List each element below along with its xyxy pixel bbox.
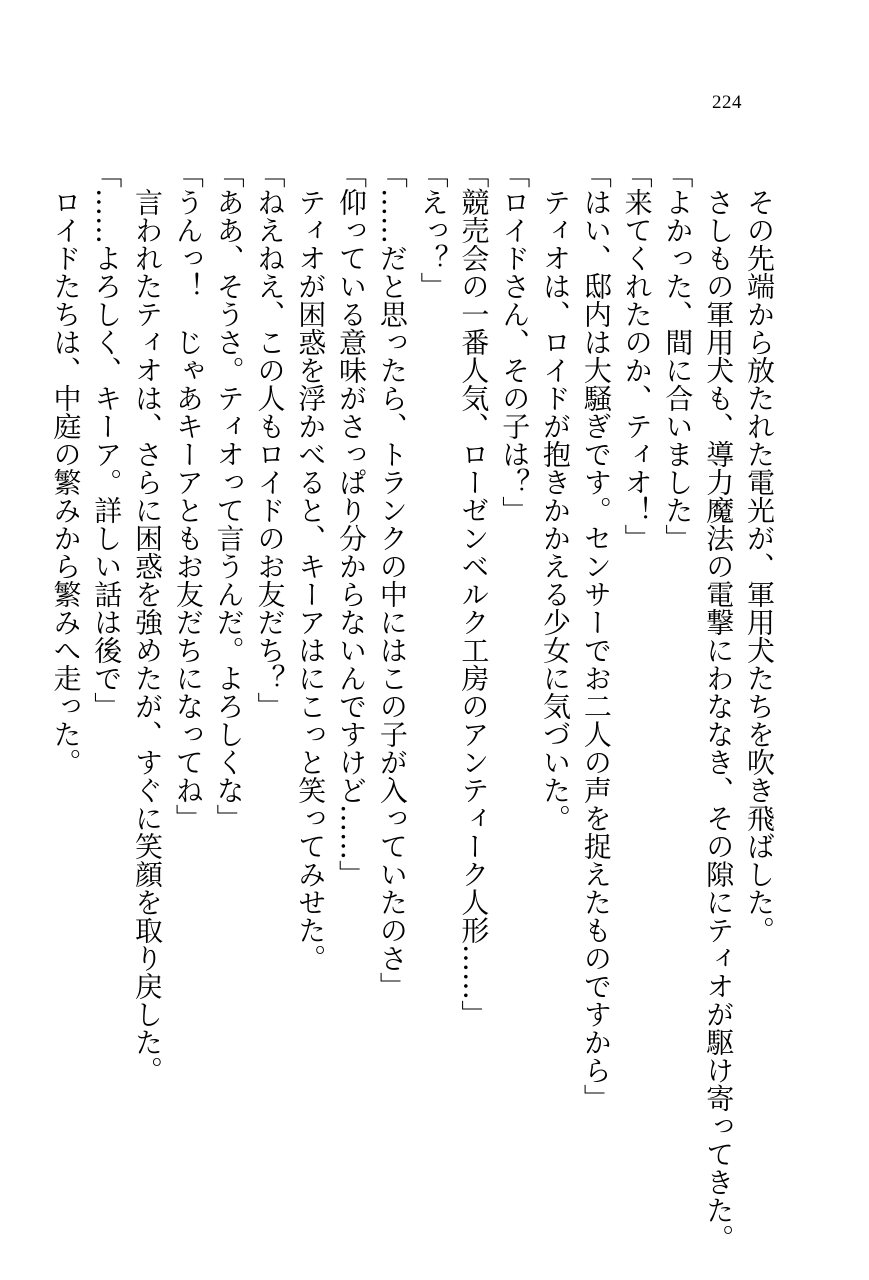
text-line: 「ねえねえ、この人もロイドのお友だち？」 bbox=[253, 160, 287, 720]
page-number: 224 bbox=[712, 92, 742, 113]
text-line: ロイドたちは、中庭の繁みから繁みへ走った。 bbox=[49, 188, 83, 776]
text-line: 「ロイドさん、その子は？」 bbox=[498, 160, 532, 524]
text-line: ティオが困惑を浮かべると、キーアはにこっと笑ってみせた。 bbox=[294, 188, 328, 972]
text-line: さしもの軍用犬も、導力魔法の電撃にわななき、その隙にティオが駆け寄ってきた。 bbox=[702, 188, 736, 1252]
text-line: 「……だと思ったら、トランクの中にはこの子が入っていたのさ」 bbox=[375, 160, 409, 1000]
text-line: 「来てくれたのか、ティオ！」 bbox=[620, 160, 654, 552]
text-line: その先端から放たれた電光が、軍用犬たちを吹き飛ばした。 bbox=[743, 188, 776, 944]
text-line: 「はい、邸内は大騒ぎです。センサーでお二人の声を捉えたものですから」 bbox=[579, 160, 613, 1112]
text-line: 言われたティオは、さらに困惑を強めたが、すぐに笑顔を取り戻した。 bbox=[131, 188, 165, 1084]
text-line: 「競売会の一番人気、ローゼンベルク工房のアンティーク人形……」 bbox=[457, 160, 491, 1028]
vertical-text-body bbox=[45, 160, 779, 1252]
text-line: 「よかった、間に合いました」 bbox=[661, 160, 695, 552]
text-line: ティオは、ロイドが抱きかかえる少女に気づいた。 bbox=[539, 188, 573, 832]
text-line: 「仰っている意味がさっぱり分からないんですけど……」 bbox=[335, 160, 369, 888]
text-line: 「えっ？」 bbox=[416, 160, 450, 300]
text-line: 「うんっ！ じゃあキーアともお友だちになってね」 bbox=[171, 160, 205, 832]
text-line: 「ああ、そうさ。ティオって言うんだ。よろしくな」 bbox=[212, 160, 246, 832]
text-line: 「……よろしく、キーア。詳しい話は後で」 bbox=[90, 160, 124, 720]
